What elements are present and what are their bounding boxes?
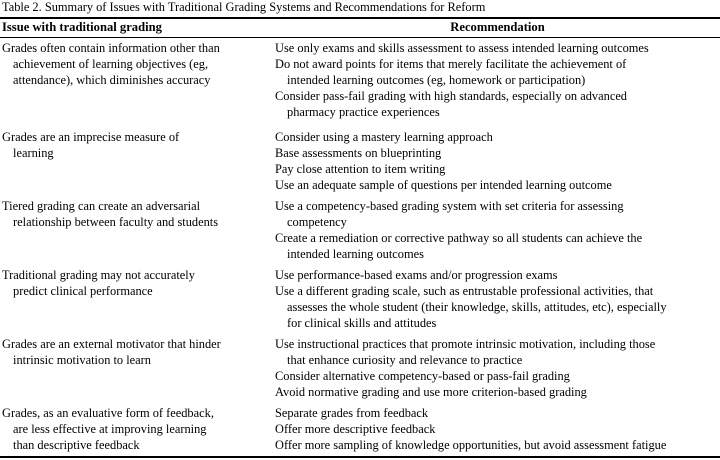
recommendation-line: competency xyxy=(287,215,347,229)
recommendation-line: Avoid normative grading and use more criterion-based grading xyxy=(275,385,587,399)
recommendation-cell xyxy=(275,129,720,193)
table-header-rule xyxy=(0,37,720,38)
recommendation-item xyxy=(275,56,720,88)
issue-line: Tiered grading can create an adversarial xyxy=(2,199,201,213)
issue-cell xyxy=(2,40,272,88)
issue-cell xyxy=(2,198,272,230)
recommendation-item xyxy=(275,267,720,283)
table-caption: Table 2. Summary of Issues with Traditional Grading Systems and Recommendations for Reform xyxy=(2,0,486,14)
issue-line: relationship between faculty and students xyxy=(13,215,219,229)
recommendation-line: assesses the whole student (their knowledge, skills, attitudes, etc), especially xyxy=(287,300,667,314)
issue-cell xyxy=(2,405,272,453)
recommendation-line: Use a different grading scale, such as entrustable professional activities, that xyxy=(275,284,654,298)
recommendation-line: Offer more descriptive feedback xyxy=(275,422,436,436)
recommendation-cell xyxy=(275,40,720,120)
recommendation-line: Consider alternative competency-based or pass-fail grading xyxy=(275,369,570,383)
recommendation-line: Offer more sampling of knowledge opportunities, but avoid assessment fatigue xyxy=(275,438,667,452)
recommendation-item xyxy=(275,40,720,56)
recommendation-item xyxy=(275,384,720,400)
issue-line: intrinsic motivation to learn xyxy=(13,353,151,367)
recommendation-item xyxy=(275,283,720,331)
recommendation-line: Use an adequate sample of questions per intended learning outcome xyxy=(275,178,612,192)
recommendation-line: Do not award points for items that merely facilitate the achievement of xyxy=(275,57,627,71)
issue-line: predict clinical performance xyxy=(13,284,153,298)
recommendation-line: pharmacy practice experiences xyxy=(287,105,440,119)
recommendation-line: Use performance-based exams and/or progression exams xyxy=(275,268,558,282)
issue-line: are less effective at improving learning xyxy=(13,422,207,436)
recommendation-line: Use a competency-based grading system with set criteria for assessing xyxy=(275,199,624,213)
recommendation-item xyxy=(275,88,720,120)
recommendation-item xyxy=(275,198,720,230)
issue-line: Grades are an imprecise measure of xyxy=(2,130,180,144)
recommendation-line: Pay close attention to item writing xyxy=(275,162,446,176)
recommendation-cell xyxy=(275,336,720,400)
recommendation-item xyxy=(275,421,720,437)
recommendation-item xyxy=(275,129,720,145)
recommendation-item xyxy=(275,161,720,177)
recommendation-line: Consider pass-fail grading with high standards, especially on advanced xyxy=(275,89,628,103)
issue-cell xyxy=(2,336,272,368)
recommendation-line: for clinical skills and attitudes xyxy=(287,316,437,330)
recommendation-cell xyxy=(275,267,720,331)
recommendation-line: Separate grades from feedback xyxy=(275,406,429,420)
issue-line: Traditional grading may not accurately xyxy=(2,268,195,282)
column-header-recommendation: Recommendation xyxy=(450,20,545,34)
recommendation-cell xyxy=(275,405,720,453)
issue-line: attendance), which diminishes accuracy xyxy=(13,73,211,87)
table-bottom-rule xyxy=(0,456,720,458)
issue-line: Grades, as an evaluative form of feedback, xyxy=(2,406,214,420)
recommendation-item xyxy=(275,437,720,453)
recommendation-line: that enhance curiosity and relevance to practice xyxy=(287,353,523,367)
issue-line: learning xyxy=(13,146,54,160)
issue-line: achievement of learning objectives (eg, xyxy=(13,57,209,71)
issue-line: Grades are an external motivator that hinder xyxy=(2,337,221,351)
recommendation-line: Create a remediation or corrective pathway so all students can achieve the xyxy=(275,231,643,245)
issue-line: Grades often contain information other than xyxy=(2,41,220,55)
recommendation-line: intended learning outcomes (eg, homework or participation) xyxy=(287,73,586,87)
recommendation-line: intended learning outcomes xyxy=(287,247,424,261)
recommendation-item xyxy=(275,177,720,193)
issue-line: than descriptive feedback xyxy=(13,438,140,452)
recommendation-cell xyxy=(275,198,720,262)
column-header-issue: Issue with traditional grading xyxy=(2,20,162,34)
issue-cell xyxy=(2,129,272,161)
recommendation-line: Consider using a mastery learning approach xyxy=(275,130,493,144)
recommendation-item xyxy=(275,336,720,368)
recommendation-line: Base assessments on blueprinting xyxy=(275,146,442,160)
recommendation-item xyxy=(275,145,720,161)
recommendation-item xyxy=(275,405,720,421)
recommendation-item xyxy=(275,368,720,384)
issue-cell xyxy=(2,267,272,299)
recommendation-item xyxy=(275,230,720,262)
recommendation-line: Use instructional practices that promote intrinsic motivation, including those xyxy=(275,337,656,351)
recommendation-line: Use only exams and skills assessment to assess intended learning outcomes xyxy=(275,41,649,55)
